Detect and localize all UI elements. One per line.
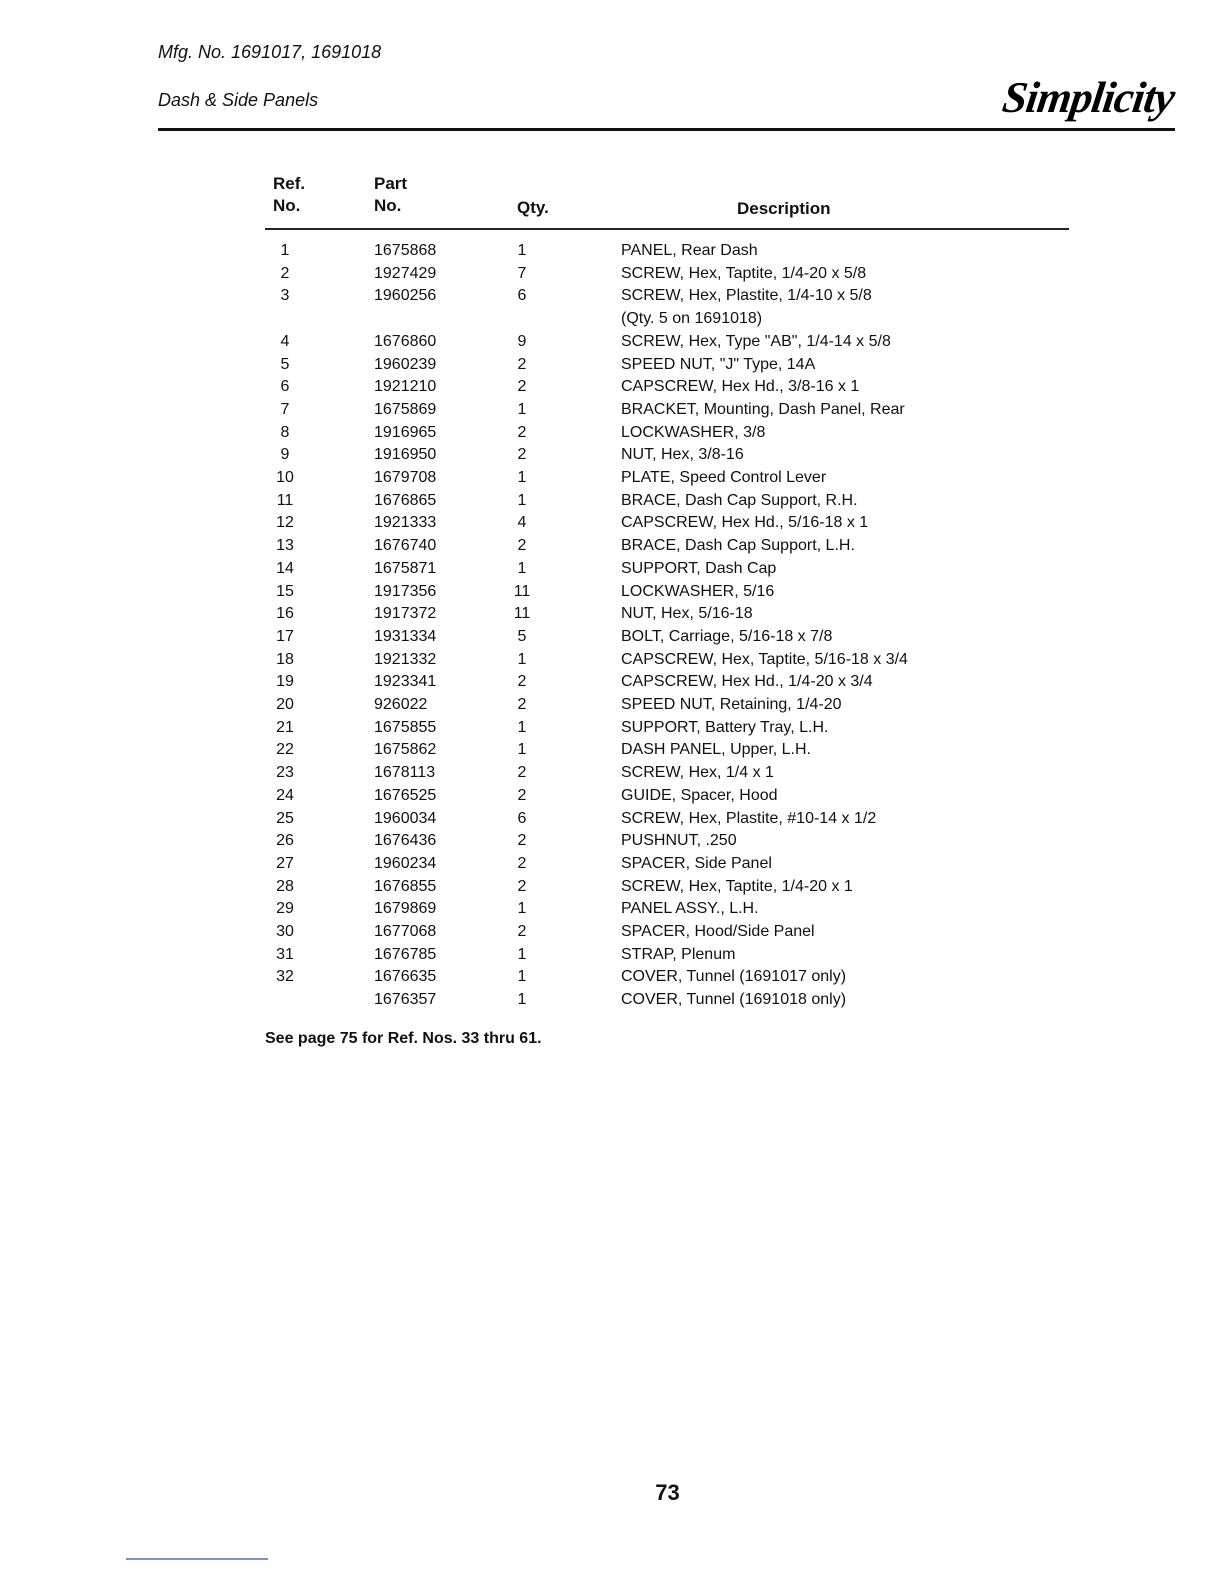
description-cell: SCREW, Hex, Taptite, 1/4-20 x 1	[621, 877, 853, 895]
qty-cell: 1	[517, 491, 527, 509]
qty-cell: 1	[517, 991, 527, 1009]
ref-no-cell: 11	[276, 491, 294, 509]
table-row	[0, 785, 1224, 807]
part-no-cell: 1921332	[374, 650, 437, 668]
description-cell: SCREW, Hex, Plastite, #10-14 x 1/2	[621, 809, 877, 827]
part-no-cell: 1916950	[374, 446, 437, 464]
table-row	[0, 808, 1224, 830]
description-cell: PANEL ASSY., L.H.	[621, 900, 759, 918]
qty-cell: 2	[517, 854, 527, 872]
ref-no-cell: 4	[280, 332, 290, 350]
qty-cell: 2	[517, 423, 527, 441]
table-row	[0, 966, 1224, 988]
qty-cell: 1	[517, 242, 527, 259]
ref-no-cell: 24	[276, 786, 294, 804]
description-cell: SCREW, Hex, 1/4 x 1	[621, 764, 774, 782]
table-row	[0, 876, 1224, 898]
description-cell: SUPPORT, Dash Cap	[621, 559, 777, 577]
part-no-cell: 1679708	[374, 469, 437, 486]
ref-no-cell: 32	[276, 968, 294, 986]
description-cell: PLATE, Speed Control Lever	[621, 469, 827, 486]
ref-no-cell: 18	[276, 650, 294, 668]
part-no-cell: 1676357	[374, 991, 437, 1009]
qty-cell: 2	[517, 877, 527, 895]
table-row	[0, 921, 1224, 943]
ref-no-cell: 14	[276, 559, 294, 577]
part-no-header: Part No.	[374, 174, 408, 215]
ref-no-cell: 29	[276, 900, 294, 918]
table-row	[0, 739, 1224, 761]
qty-cell: 6	[517, 809, 527, 827]
ref-no-cell: 6	[280, 378, 290, 396]
table-row	[0, 717, 1224, 739]
qty-cell: 1	[517, 741, 527, 759]
table-row	[0, 671, 1224, 693]
ref-no-cell: 25	[276, 809, 294, 827]
table-row	[0, 989, 1224, 1011]
description-cell: CAPSCREW, Hex Hd., 3/8-16 x 1	[621, 378, 860, 396]
qty-cell: 2	[517, 764, 527, 782]
qty-header: Qty.	[517, 198, 549, 217]
part-no-cell: 1917372	[374, 605, 437, 623]
part-no-cell: 1676860	[374, 332, 437, 350]
part-no-cell: 1923341	[374, 673, 437, 691]
qty-cell: 1	[517, 945, 527, 963]
description-cell: SCREW, Hex, Type "AB", 1/4-14 x 5/8	[621, 332, 891, 350]
part-no-cell: 1675855	[374, 718, 437, 736]
description-header: Description	[737, 199, 831, 218]
description-cell: CAPSCREW, Hex, Taptite, 5/16-18 x 3/4	[621, 650, 908, 668]
qty-cell: 2	[517, 923, 527, 940]
ref-no-cell: 20	[276, 696, 294, 713]
ref-no-cell: 28	[276, 877, 294, 895]
ref-no-cell: 26	[276, 832, 294, 850]
part-no-cell: 1921210	[374, 378, 437, 396]
part-no-cell: 1960239	[374, 355, 437, 373]
qty-cell: 6	[517, 287, 527, 305]
table-row	[0, 331, 1224, 353]
ref-no-cell: 15	[276, 582, 294, 600]
ref-no-cell: 3	[280, 287, 290, 305]
table-row	[0, 603, 1224, 625]
qty-cell: 2	[517, 832, 527, 850]
qty-cell: 11	[513, 605, 531, 623]
description-cell: BRACE, Dash Cap Support, R.H.	[621, 491, 858, 509]
ref-no-cell: 5	[280, 355, 290, 373]
mfg-number: Mfg. No. 1691017, 1691018	[158, 42, 382, 62]
ref-no-cell: 12	[276, 514, 294, 532]
description-cell: DASH PANEL, Upper, L.H.	[621, 741, 811, 759]
part-no-cell: 1927429	[374, 264, 437, 282]
table-row	[0, 490, 1224, 512]
table-row	[0, 376, 1224, 398]
part-no-cell: 1675871	[374, 559, 437, 577]
footnote: See page 75 for Ref. Nos. 33 thru 61.	[265, 1030, 542, 1047]
table-row	[0, 399, 1224, 421]
part-no-cell: 1677068	[374, 923, 437, 940]
description-cell: SPACER, Hood/Side Panel	[621, 923, 815, 940]
table-row	[0, 853, 1224, 875]
part-no-cell: 1676865	[374, 491, 437, 509]
description-cell: BRACKET, Mounting, Dash Panel, Rear	[621, 400, 905, 418]
part-no-cell: 1675868	[374, 242, 437, 259]
part-no-cell: 926022	[374, 696, 428, 713]
table-header-divider	[265, 228, 1069, 230]
table-row	[0, 444, 1224, 466]
description-cell: GUIDE, Spacer, Hood	[621, 786, 778, 804]
part-no-cell: 1960034	[374, 809, 437, 827]
description-cell: PANEL, Rear Dash	[621, 242, 758, 259]
table-row	[0, 558, 1224, 580]
part-no-cell: 1675862	[374, 741, 437, 759]
qty-cell: 1	[517, 400, 527, 418]
table-row	[0, 422, 1224, 444]
description-cell: COVER, Tunnel (1691017 only)	[621, 968, 847, 986]
part-no-cell: 1676525	[374, 786, 437, 804]
table-row	[0, 263, 1224, 285]
ref-no-cell: 1	[280, 242, 290, 259]
qty-cell: 2	[517, 446, 527, 464]
qty-cell: 2	[517, 378, 527, 396]
description-cell: SCREW, Hex, Plastite, 1/4-10 x 5/8	[621, 287, 872, 305]
qty-cell: 2	[517, 537, 527, 555]
part-no-cell: 1678113	[374, 764, 436, 782]
ref-no-cell: 21	[276, 718, 294, 736]
ref-no-cell: 9	[280, 446, 290, 464]
qty-cell: 1	[517, 968, 527, 986]
table-row	[0, 512, 1224, 534]
ref-no-header: Ref. No.	[273, 174, 306, 215]
table-row	[0, 626, 1224, 648]
part-no-cell: 1917356	[374, 582, 437, 600]
description-cell: BRACE, Dash Cap Support, L.H.	[621, 537, 855, 555]
ref-no-cell: 8	[280, 423, 290, 441]
part-no-cell: 1931334	[374, 627, 437, 645]
qty-cell: 2	[517, 355, 527, 373]
description-cell: BOLT, Carriage, 5/16-18 x 7/8	[621, 627, 833, 645]
table-row	[0, 762, 1224, 784]
ref-no-cell: 30	[276, 923, 294, 940]
description-cell: SUPPORT, Battery Tray, L.H.	[621, 718, 829, 736]
ref-no-cell: 2	[280, 264, 290, 282]
description-cell: (Qty. 5 on 1691018)	[621, 310, 763, 328]
table-row	[0, 649, 1224, 671]
qty-cell: 1	[517, 469, 527, 486]
part-no-cell: 1676436	[374, 832, 437, 850]
table-row	[0, 285, 1224, 307]
qty-cell: 2	[517, 673, 527, 691]
description-cell: SPACER, Side Panel	[621, 854, 772, 872]
section-title: Dash & Side Panels	[158, 90, 319, 110]
description-cell: STRAP, Plenum	[621, 945, 736, 963]
qty-cell: 1	[517, 900, 527, 918]
description-cell: NUT, Hex, 5/16-18	[621, 605, 753, 623]
ref-no-cell: 31	[276, 945, 294, 963]
part-no-cell: 1921333	[374, 514, 437, 532]
description-cell: COVER, Tunnel (1691018 only)	[621, 991, 847, 1009]
part-no-cell: 1676855	[374, 877, 437, 895]
ref-no-cell: 23	[276, 764, 294, 782]
qty-cell: 1	[517, 650, 527, 668]
ref-no-cell: 16	[276, 605, 294, 623]
qty-cell: 7	[517, 264, 527, 282]
ref-no-cell: 27	[276, 854, 294, 872]
description-cell: LOCKWASHER, 5/16	[621, 582, 775, 600]
brand-logo: Simplicity	[999, 73, 1178, 122]
description-cell: SPEED NUT, Retaining, 1/4-20	[621, 696, 842, 713]
qty-cell: 1	[517, 718, 527, 736]
ref-no-cell: 17	[276, 627, 294, 645]
qty-cell: 11	[513, 582, 531, 600]
table-row	[0, 308, 1224, 330]
table-row	[0, 240, 1224, 262]
ref-no-cell: 22	[276, 741, 294, 759]
description-cell: CAPSCREW, Hex Hd., 1/4-20 x 3/4	[621, 673, 873, 691]
qty-cell: 4	[517, 514, 527, 532]
table-row	[0, 535, 1224, 557]
description-cell: PUSHNUT, .250	[621, 832, 737, 850]
part-no-cell: 1916965	[374, 423, 437, 441]
table-row	[0, 898, 1224, 920]
description-cell: LOCKWASHER, 3/8	[621, 423, 766, 441]
part-no-cell: 1676635	[374, 968, 437, 986]
table-row	[0, 581, 1224, 603]
ref-no-cell: 13	[276, 537, 294, 555]
ref-no-cell: 10	[276, 469, 294, 486]
qty-cell: 5	[517, 627, 527, 645]
part-no-cell: 1675869	[374, 400, 437, 418]
qty-cell: 2	[517, 786, 527, 804]
table-row	[0, 944, 1224, 966]
qty-cell: 2	[517, 696, 527, 713]
ref-no-cell: 19	[276, 673, 294, 691]
description-cell: CAPSCREW, Hex Hd., 5/16-18 x 1	[621, 514, 869, 532]
header-divider	[158, 128, 1175, 131]
part-no-cell: 1960234	[374, 854, 437, 872]
ref-no-cell: 7	[280, 400, 290, 418]
qty-cell: 9	[517, 332, 527, 350]
part-no-cell: 1676785	[374, 945, 437, 963]
table-row	[0, 694, 1224, 716]
bottom-underline	[126, 1558, 268, 1560]
part-no-cell: 1679869	[374, 900, 437, 918]
description-cell: SCREW, Hex, Taptite, 1/4-20 x 5/8	[621, 264, 867, 282]
description-cell: NUT, Hex, 3/8-16	[621, 446, 744, 464]
part-no-cell: 1960256	[374, 287, 437, 305]
part-no-cell: 1676740	[374, 537, 437, 555]
page-number: 73	[655, 1480, 680, 1505]
table-row	[0, 830, 1224, 852]
table-row	[0, 467, 1224, 489]
qty-cell: 1	[517, 559, 527, 577]
table-row	[0, 354, 1224, 376]
description-cell: SPEED NUT, "J" Type, 14A	[621, 355, 816, 373]
